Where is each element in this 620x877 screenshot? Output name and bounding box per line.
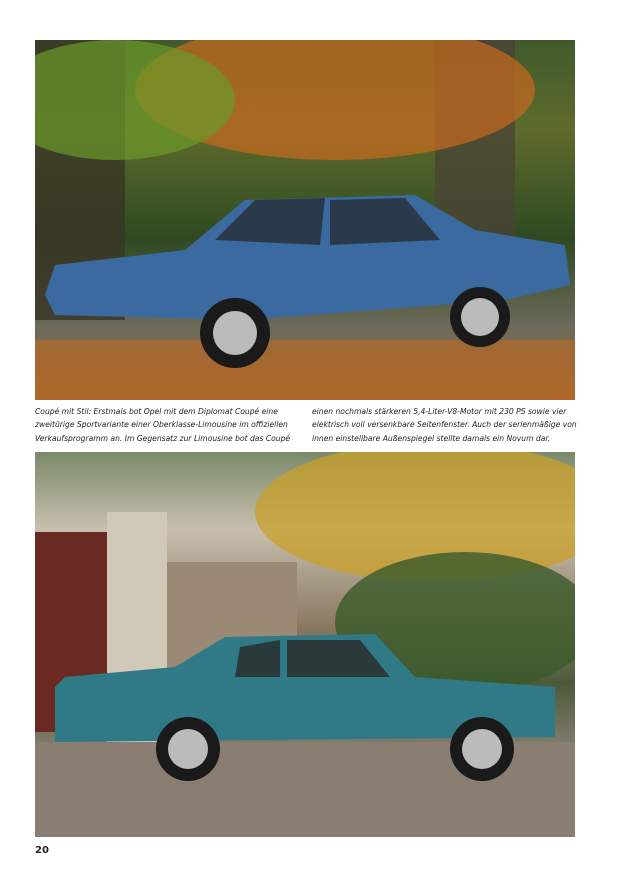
photo-teal-diplomat-coupe-side-view (35, 452, 575, 837)
caption-column-1: Coupé mit Stil: Erstmals bot Opel mit dem Diplomat Coupé eine zweitürige Sportvariante einer Oberklasse-Limousine im offiziellen Verkaufsprogramm an. Im Gegensatz zur Limousine bot das Coupé (35, 407, 291, 443)
photo-blue-diplomat-coupe-autumn-trees (35, 40, 575, 400)
caption-column-2: einen nochmals stärkeren 5,4-Liter-V8-Motor mit 230 PS sowie vier elektrisch voll versenkbare Seitenfenster. Auch der serienmäßige von innen einstellbare Außenspiegel stellte damals ein Novum dar. (312, 407, 577, 443)
page-number: 20 (35, 845, 49, 856)
